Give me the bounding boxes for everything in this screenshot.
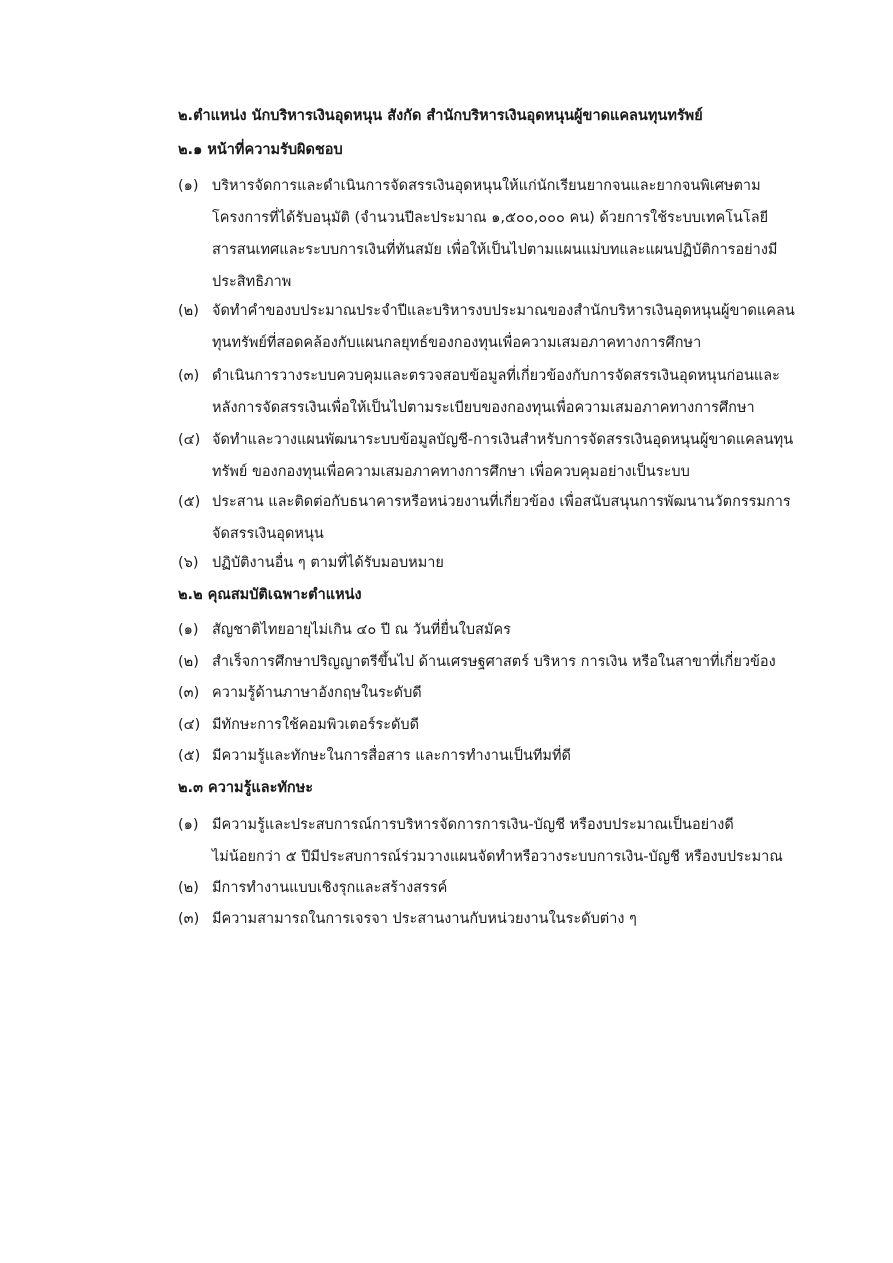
duty-item-3 bbox=[178, 360, 828, 424]
duty-item-1 bbox=[178, 170, 828, 298]
item-line: สารสนเทศและระบบการเงินที่ทันสมัย เพื่อให้เป็นไปตามแผนแม่บทและแผนปฏิบัติการอย่างมี bbox=[212, 242, 778, 258]
qualification-item-3 bbox=[178, 677, 828, 709]
item-line: จัดสรรเงินอุดหนุน bbox=[212, 526, 324, 542]
item-text bbox=[212, 486, 828, 550]
item-line: จัดทำและวางแผนพัฒนาระบบข้อมูลบัญชี-การเงินสำหรับการจัดสรรเงินอุดหนุนผู้ขาดแคลนทุน bbox=[212, 432, 794, 448]
qualification-item-4 bbox=[178, 709, 828, 741]
item-line: ปฏิบัติงานอื่น ๆ ตามที่ได้รับมอบหมาย bbox=[212, 555, 444, 571]
section-2-3-title: ๒.๓ ความรู้และทักษะ bbox=[178, 780, 314, 796]
item-line: บริหารจัดการและดำเนินการจัดสรรเงินอุดหนุนให้แก่นักเรียนยากจนและยากจนพิเศษตาม bbox=[212, 178, 761, 194]
item-text bbox=[212, 677, 828, 709]
item-number: (๒) bbox=[178, 880, 199, 896]
item-line: มีความรู้และประสบการณ์การบริหารจัดการการเงิน-บัญชี หรืองบประมาณเป็นอย่างดี bbox=[212, 817, 734, 833]
item-text bbox=[212, 709, 828, 741]
item-number: (๕) bbox=[178, 494, 201, 510]
qualification-item-1 bbox=[178, 614, 828, 646]
item-line: สัญชาติไทยอายุไม่เกิน ๔๐ ปี ณ วันที่ยื่นใบสมัคร bbox=[212, 622, 511, 638]
item-text bbox=[212, 170, 828, 298]
skill-item-1 bbox=[178, 809, 828, 873]
item-line: มีการทำงานแบบเชิงรุกและสร้างสรรค์ bbox=[212, 880, 448, 896]
item-text bbox=[212, 646, 828, 678]
item-number: (๓) bbox=[178, 368, 200, 384]
item-number: (๒) bbox=[178, 303, 199, 319]
item-text bbox=[212, 740, 828, 772]
item-number: (๑) bbox=[178, 622, 199, 638]
item-line: ไม่น้อยกว่า ๕ ปีมีประสบการณ์ร่วมวางแผนจัดทำหรือวางระบบการเงิน-บัญชี หรืองบประมาณ bbox=[212, 849, 783, 865]
item-text bbox=[212, 903, 828, 935]
item-line: โครงการที่ได้รับอนุมัติ (จำนวนปีละประมาณ ๑,๕๐๐,๐๐๐ คน) ด้วยการใช้ระบบเทคโนโลยี bbox=[212, 210, 769, 226]
item-line: ดำเนินการวางระบบควบคุมและตรวจสอบข้อมูลที่เกี่ยวข้องกับการจัดสรรเงินอุดหนุนก่อนและ bbox=[212, 368, 780, 384]
position-title: ๒.ตำแหน่ง นักบริหารเงินอุดหนุน สังกัด สำนักบริหารเงินอุดหนุนผู้ขาดแคลนทุนทรัพย์ bbox=[178, 108, 703, 124]
skill-item-3 bbox=[178, 903, 828, 935]
skill-item-2 bbox=[178, 872, 828, 904]
item-text bbox=[212, 809, 828, 873]
item-number: (๑) bbox=[178, 817, 199, 833]
item-text bbox=[212, 424, 828, 488]
item-number: (๓) bbox=[178, 685, 200, 701]
duty-item-4 bbox=[178, 424, 828, 488]
item-text bbox=[212, 295, 828, 359]
item-line: ความรู้ด้านภาษาอังกฤษในระดับดี bbox=[212, 685, 422, 701]
item-line: มีทักษะการใช้คอมพิวเตอร์ระดับดี bbox=[212, 717, 420, 733]
item-line: หลังการจัดสรรเงินเพื่อให้เป็นไปตามระเบียบของกองทุนเพื่อความเสมอภาคทางการศึกษา bbox=[212, 400, 755, 416]
item-line: ทรัพย์ ของกองทุนเพื่อความเสมอภาคทางการศึกษา เพื่อควบคุมอย่างเป็นระบบ bbox=[212, 464, 690, 480]
item-number: (๑) bbox=[178, 178, 199, 194]
item-number: (๓) bbox=[178, 911, 200, 927]
item-number: (๕) bbox=[178, 748, 201, 764]
item-line: ประสิทธิภาพ bbox=[212, 274, 292, 290]
qualification-item-2 bbox=[178, 646, 828, 678]
item-number: (๔) bbox=[178, 717, 201, 733]
item-line: จัดทำคำของบประมาณประจำปีและบริหารงบประมาณของสำนักบริหารเงินอุดหนุนผู้ขาดแคลน bbox=[212, 303, 795, 319]
item-number: (๔) bbox=[178, 432, 201, 448]
item-text bbox=[212, 360, 828, 424]
item-number: (๒) bbox=[178, 654, 199, 670]
item-line: ประสาน และติดต่อกับธนาคารหรือหน่วยงานที่เกี่ยวข้อง เพื่อสนับสนุนการพัฒนานวัตกรรมการ bbox=[212, 494, 791, 510]
duty-item-6 bbox=[178, 547, 828, 579]
item-number: (๖) bbox=[178, 555, 199, 571]
duty-item-5 bbox=[178, 486, 828, 550]
item-line: มีความสามารถในการเจรจา ประสานงานกับหน่วยงานในระดับต่าง ๆ bbox=[212, 911, 637, 927]
section-2-1-title: ๒.๑ หน้าที่ความรับผิดชอบ bbox=[178, 142, 343, 158]
item-text bbox=[212, 614, 828, 646]
item-text bbox=[212, 547, 828, 579]
duty-item-2 bbox=[178, 295, 828, 359]
qualification-item-5 bbox=[178, 740, 828, 772]
item-line: ทุนทรัพย์ที่สอดคล้องกับแผนกลยุทธ์ของกองทุนเพื่อความเสมอภาคทางการศึกษา bbox=[212, 335, 702, 351]
item-text bbox=[212, 872, 828, 904]
item-line: มีความรู้และทักษะในการสื่อสาร และการทำงานเป็นทีมที่ดี bbox=[212, 748, 571, 764]
item-line: สำเร็จการศึกษาปริญญาตรีขึ้นไป ด้านเศรษฐศาสตร์ บริหาร การเงิน หรือในสาขาที่เกี่ยวข้อง bbox=[212, 654, 776, 670]
section-2-2-title: ๒.๒ คุณสมบัติเฉพาะตำแหน่ง bbox=[178, 587, 362, 603]
